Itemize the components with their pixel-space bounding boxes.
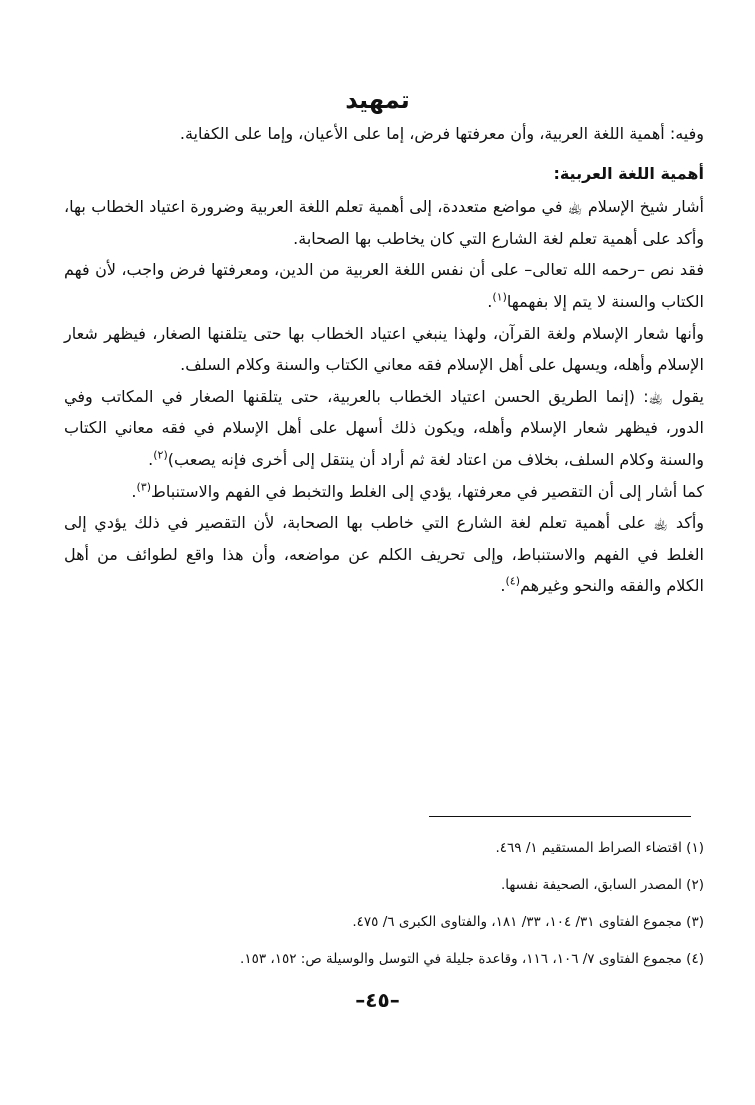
paragraph-text: يقول ﵀: (إنما الطريق الحسن اعتياد الخطاب بالعربية، حتى يتلقنها الصغار في المكاتب وفي الدور، فيظهر شعار الإسلام وأهله، ويكون ذلك أسهل على أهل الإسلام في فقه معاني الكتاب والسنة وكلام السلف، بخلاف من اعتاد لغة ثم أراد أن ينتقل إلى أخرى فإنه يصعب) <box>64 386 704 469</box>
body-text <box>64 118 704 602</box>
footnote: (٣) مجموع الفتاوى ٣١/ ١٠٤، ٣٣/ ١٨١، والفتاوى الكبرى ٦/ ٤٧٥. <box>352 914 704 930</box>
paragraph: يقول ﵀: (إنما الطريق الحسن اعتياد الخطاب بالعربية، حتى يتلقنها الصغار في المكاتب وفي الدور، فيظهر شعار الإسلام وأهله، ويكون ذلك أسهل على أهل الإسلام في فقه معاني الكتاب والسنة وكلام السلف، بخلاف من اعتاد لغة ثم أراد أن ينتقل إلى أخرى فإنه يصعب)$^{(٢)}$. <box>64 386 704 469</box>
paragraph: فقد نص –رحمه الله تعالى– على أن نفس اللغة العربية من الدين، ومعرفتها فرض واجب، لأن فهم الكتاب والسنة لا يتم إلا بفهمها$^{(١)}$. <box>64 260 704 311</box>
footnotes <box>64 830 704 978</box>
footnote-ref[interactable]: (١) <box>492 290 507 304</box>
paragraph <box>64 191 704 254</box>
intro-line: وفيه: أهمية اللغة العربية، وأن معرفتها فرض، إما على الأعيان، وإما على الكفاية. <box>179 124 704 143</box>
footnote-divider <box>429 816 691 817</box>
footnote-ref[interactable]: (٢) <box>153 448 168 462</box>
paragraph: كما أشار إلى أن التقصير في معرفتها، يؤدي إلى الغلط والتخبط في الفهم والاستنباط$^{(٣)}$. <box>131 480 704 501</box>
paragraph-text: كما أشار إلى أن التقصير في معرفتها، يؤدي إلى الغلط والتخبط في الفهم والاستنباط <box>151 481 704 501</box>
page-number: –٤٥– <box>355 988 400 1012</box>
footnote: (٤) مجموع الفتاوى ٧/ ١٠٦، ١١٦، وقاعدة جليلة في التوسل والوسيلة ص: ١٥٢، ١٥٣. <box>240 951 704 967</box>
paragraph-text: وأنها شعار الإسلام ولغة القرآن، ولهذا ينبغي اعتياد الخطاب بها حتى يتلقنها الصغار، فيظهر شعار الإسلام وأهله، ويسهل على أهل الإسلام فقه معاني الكتاب والسنة وكلام السلف. <box>64 323 704 375</box>
paragraph <box>64 318 704 381</box>
section-heading: أهمية اللغة العربية: <box>553 163 704 183</box>
footnote-ref[interactable]: (٣) <box>136 480 152 494</box>
chapter-title: تمهيد <box>345 86 410 114</box>
footnote: (٢) المصدر السابق، الصحيفة نفسها. <box>500 877 704 893</box>
footnote: (١) اقتضاء الصراط المستقيم ١/ ٤٦٩. <box>495 840 704 856</box>
paragraph-text: فقد نص –رحمه الله تعالى– على أن نفس اللغة العربية من الدين، ومعرفتها فرض واجب، لأن فهم الكتاب والسنة لا يتم إلا بفهمها <box>64 260 704 311</box>
paragraph: وأكد ﵀ على أهمية تعلم لغة الشارع التي خاطب بها الصحابة، لأن التقصير في ذلك يؤدي إلى الغلط في الفهم والاستنباط، وإلى تحريف الكلم عن مواضعه، وأن هذا واقع لطوائف من أهل الكلام والفقه والنحو وغيرهم$^{(٤)}$. <box>64 513 704 596</box>
footnote-ref[interactable]: (٤) <box>505 574 521 588</box>
paragraph-text: وأكد ﵀ على أهمية تعلم لغة الشارع التي خاطب بها الصحابة، لأن التقصير في ذلك يؤدي إلى الغلط في الفهم والاستنباط، وإلى تحريف الكلم عن مواضعه، وأن هذا واقع لطوائف من أهل الكلام والفقه والنحو وغيرهم <box>64 513 704 596</box>
paragraph-text: أشار شيخ الإسلام ﵀ في مواضع متعددة، إلى أهمية تعلم اللغة العربية وضرورة اعتياد الخطاب بها، وأكد على أهمية تعلم لغة الشارع التي كان يخاطب بها الصحابة. <box>64 197 704 248</box>
